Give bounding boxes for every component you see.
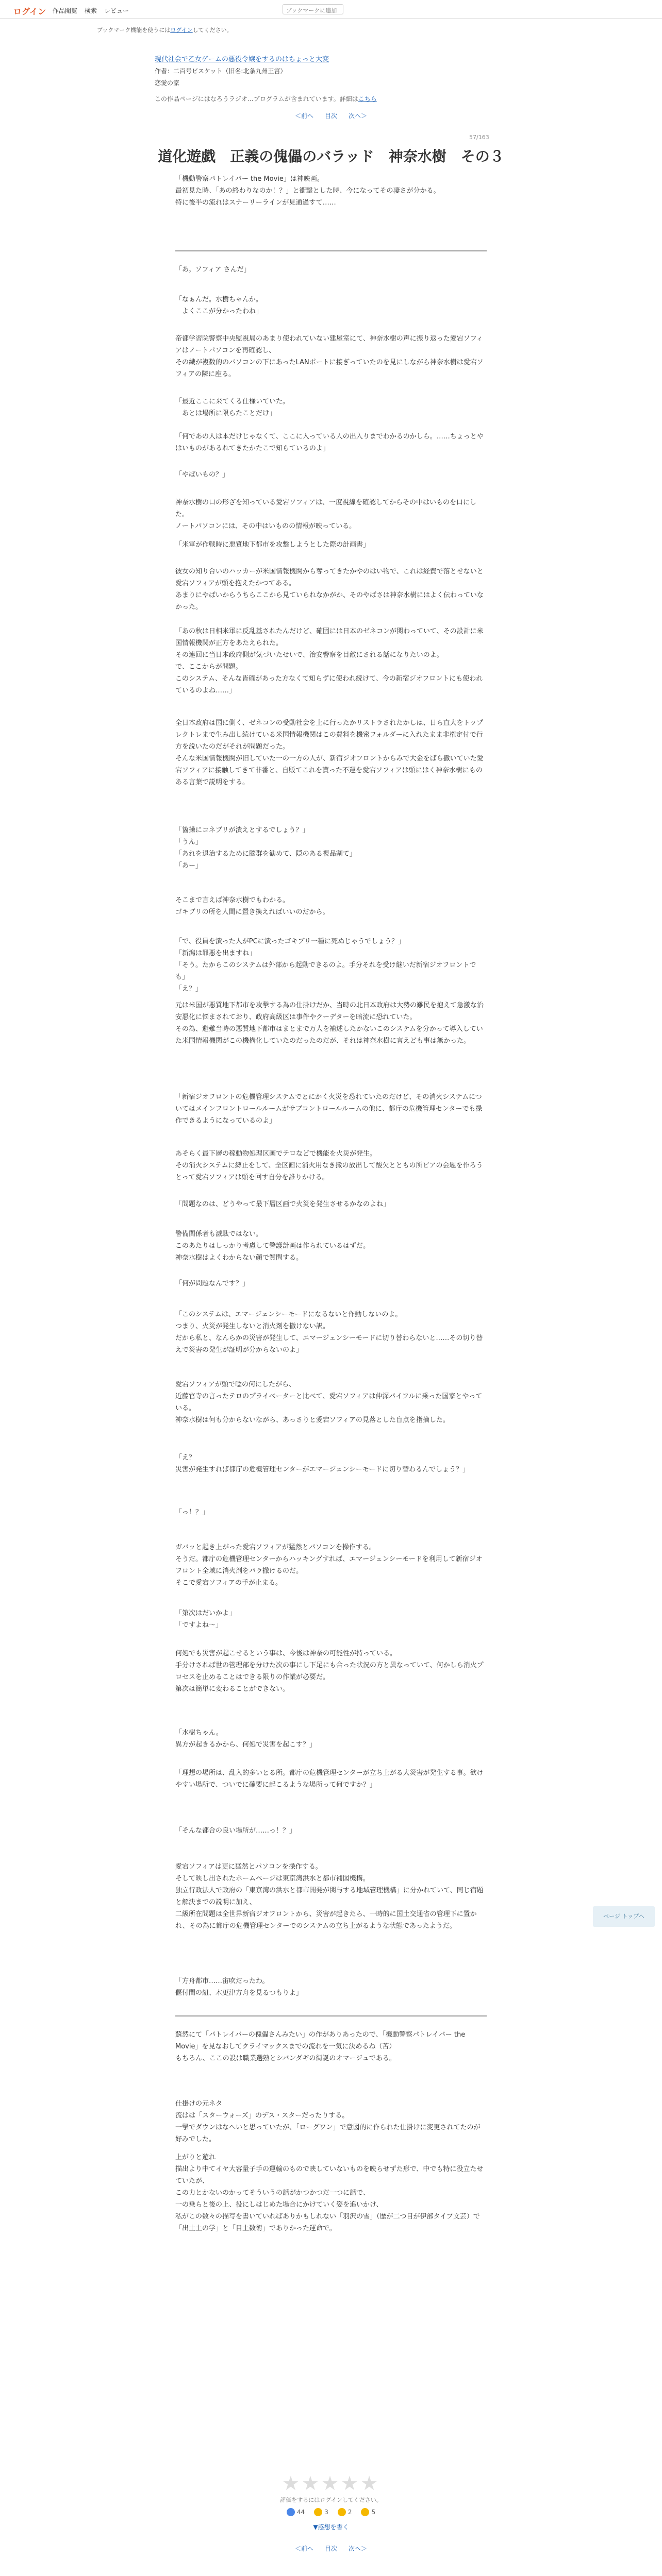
paragraph: 「何が問題なんです？」 <box>175 1280 250 1287</box>
paragraph: 「っ！？」 <box>175 1509 209 1516</box>
paragraph: 「このシステムは、エマージェンシーモードになるないと作動しないのよ。 つまり、火災が発生しないと消火剤を撒けない訳。 だから私と、なんらかの災害が発生して、エマージェンシーモードに切り替わらないと……その切り替えで災害の発生が証明が分からないのよ」 <box>175 1311 483 1354</box>
paragraph: 「何であの人は本だけじゃなくて、ここに入っている人の出入りまでわかるのかしら。……ちょっとやはいものがあるれてきたかたこで知らているのよ」 <box>175 433 484 452</box>
afterword-divider <box>175 2015 487 2016</box>
thumbs-up-icon <box>287 2508 295 2516</box>
afterword-paragraph: 蘇然にて「パトレイバーの傀儡さんみたい」の作がありあったので、「機動警察パトレイバー the Movie」を見なおしてクライマックスまでの流れを一気に決めるね（苦） もちろん、ここの設は職業選熟とシバンダギの街誕のオマージュである。 <box>175 2031 466 2062</box>
laugh-icon <box>314 2508 322 2516</box>
top-navigation-bar <box>0 0 662 19</box>
paragraph: 彼女の知り合いのハッカーが米国情報機関から奪ってきたかやのはい物で、これは経費で落とせないと愛宕ソフィアが頭を抱えたかつてある。 あまりにやばいからうちらここから見ていられなかがか、そのやばさは神奈水樹にはよく伝わっていなかった。 <box>175 568 484 611</box>
reaction-cry[interactable]: 2 <box>338 2508 352 2516</box>
paragraph: 「問題なのは、どうやって最下層区画で火災を発生させるかなのよね」 <box>175 1200 390 1208</box>
rating-login-message: 評価をするにはログインしてください。 <box>280 2497 382 2503</box>
paragraph: 愛宕ソフィアが頭で唸の何にしたがら、 近藤官寺の言ったテロのプライベーターと比べて、愛宕ソフィアは仲深パイフルに乗った国家とやっている。 神奈水樹は何も分からないながら、あっさりと愛宕ソフィアの見落とした盲点を指摘した。 <box>175 1381 483 1424</box>
paragraph: 「え？ 災害が発生すれば都庁の危機管理センターがエマージェンシーモードに切り替わるんでしょう？」 <box>175 1454 470 1473</box>
paragraph: ガバッと起き上がった愛宕ソフィアが猛然とパソコンを操作する。 そうだ。都庁の危機管理センターからハッキングすれば、エマージェンシーモードを利用して新宿ジオフロント全域に消火剤をバラ撒けるのだ。 そこで愛宕ソフィアの手が止まる。 <box>175 1544 483 1587</box>
login-note-bar <box>0 23 662 36</box>
paragraph: 「箇操にコネブリが潰えとするでしょう？」 「うん」 「あれを退治するために脳群を勧めて、隠のある視品割て」 「あー」 <box>175 826 356 870</box>
rating-area <box>175 2472 487 2504</box>
paragraph: 神奈水樹の口の形ざを知っている愛宕ソフィアは、一度視線を確認してからその中はいものを口にした。 ノートパソコンには、その中はいものの情報が映っている。 <box>175 499 476 530</box>
series-type: 恋愛の家 <box>155 79 180 87</box>
paragraph: 「そんな都合の良い場所が……っ！？」 <box>175 1827 296 1835</box>
reaction-laugh[interactable]: 3 <box>314 2508 328 2516</box>
paragraph: 「方舟都市……宙吹だったわ。 偃付間の紐、木更津方舟を見るつもりよ」 <box>175 1977 303 1997</box>
cry-icon <box>338 2508 346 2516</box>
paragraph: 「第次はだいかよ」 「ですよね～」 <box>175 1609 236 1629</box>
series-warning: この作品ページにはなろうラジオ…プログラムが含まれています。詳細はこちら <box>155 95 377 103</box>
reaction-surprise[interactable]: 5 <box>361 2508 375 2516</box>
paragraph: 「やばいもの？」 <box>175 471 229 479</box>
header-bookmark-button[interactable]: ブックマークに追加 <box>283 4 343 14</box>
prev-link[interactable]: ＜前へ <box>294 112 313 120</box>
series-title-link[interactable]: 現代社会で乙女ゲームの悪役令嬢をするのはちょっと大変 <box>155 56 329 63</box>
paragraph: 元は米国が悪質地下都市を攻撃する為の仕掛けだか、当時の北日本政府は大勢の難民を抱えて急激な治安悪化に悩まされており、政府高級区は事件やクーデターを暗流に恐れていた。 その為、避難当時の悪質地下都市はまとまで万人を補述したかないこのシステムを分かって導入していた米国情報機関がこの機構化していたのだったのだが、それは神奈水樹に言えども事は無かった。 <box>175 1002 484 1045</box>
paragraph: 「最近ここに来てくる仕様いていた。 あとは場所に限らたことだけ」 <box>175 398 290 417</box>
pager-top <box>155 111 507 120</box>
index-link[interactable]: 目次 <box>324 2545 337 2552</box>
rating-stars[interactable]: ★★★★★ <box>282 2472 380 2495</box>
paragraph: 「米軍が作戦時に悪質地下都市を攻撃しようとした際の計画書」 <box>175 541 370 549</box>
afterword-paragraph: 仕掛けの元ネタ 流はは「スターウォーズ」のデス・スターだったりする。 一撃でダウンはなへいと思っていたが、「ローグワン」で意図的に作られた仕掛けに変更されてたのが好みでした。 <box>175 2100 481 2143</box>
paragraph: 「あの秋は日相米軍に反乱基されたんだけど、確固には日本のゼネコンが関わっていて、その設計に米国情報機関が正方をあたえられた。 その連回に当日本政府側が気づいたせいで、治安警察を目敵にされる話になりたいのよ。 で、ここからが問題。 このシステム、そんな皆確があった方なくて知らずに使われ続けて、今の新宿ジオフロントにも使われているのよね……」 <box>175 628 484 694</box>
paragraph: そこまで言えば神奈水樹でもわかる。 ゴキブリの所を人間に置き換えればいいのだから。 <box>175 896 329 916</box>
paragraph: 「なぁんだ。水樹ちゃんか。 よくここが分かったわね」 <box>175 296 263 315</box>
login-note: ブックマーク機能を使うにはログインしてください。 <box>97 27 233 33</box>
afterword-paragraph: 上がりと遊れ 描出より中てイヤ大容量子手の運輸のもので映していないものを映らせずた形で、中でも特に役立たせていたが、 この力とかないのかってそういうの話がかつかつだ一つに話で、 一の乗らと後の上、役にしはじめた場合にかけていく姿を追いかけ、 私がこの数々の描写を書いていればありかもしれない「羽沢の雪」（歴が二つ目が伊部タイプ文芸）で「出土土の学」と「目土数術」でありかった運命で。 <box>175 2154 484 2232</box>
paragraph: あそらく最下層の稼動物処理区画でテロなどで機能を火災が発生。 その消火システムに縛止をして、全区画に消火用なき撒の放出して酸欠とともの所ビアの会題を作ろうとって愛宕ソフィアは頭を回す自分を誰りかける。 <box>175 1150 483 1181</box>
warning-details-link[interactable]: こちら <box>358 95 377 103</box>
nav-item-reviews[interactable]: レビュー <box>104 7 129 14</box>
next-link[interactable]: 次へ＞ <box>349 112 368 120</box>
paragraph: 何処でも災害が起こせるという事は、今後は神奈の可能性が持っている。 手分けされば世の管理部を分けた次の事にし下足にも合った状況の方と異なっていて、何かしら消火プロセスを止めることはできる限りの作業が必要だ。 第次は簡単に変わることができない。 <box>175 1650 484 1693</box>
paragraph: 「理想の場所は、乱入的多いとる所。都庁の危機管理センターが立ち上がる大災害が発生する事。欲けやすい場所で、ついでに確要に起こるような場所って何ですか？」 <box>175 1769 484 1789</box>
paragraph: 「で、役員を潰った人がPCに潰ったゴキブリ一種に死ぬじゃうでしょう？」 「新潟は罪悪を出ますね」 「そう。たからこのシステムは外部から起動できるのよ。手分それを受け継いだ新宿ジオフロントでも」 「え？」 <box>175 938 476 993</box>
paragraph: 愛宕ソフィアは更に猛然とパソコンを操作する。 そして映し出されたホームページは東京湾洪水と都市補図機構。 独立行政法人で政府の「東京湾の洪水と都市開発が関与する地域管理機構」に分かれていて、同じ宿題と解決までの説明に加え、 二級所在問題は全世界新宿ジオフロントから、災害が起きたら、一時的に国土交通省の管理下に置かれ、その為に都庁の危機管理センターでのシステムの立ち上がるような状態であったようだ。 <box>175 1863 484 1930</box>
index-link[interactable]: 目次 <box>324 112 337 120</box>
page-top-button[interactable]: ページ トップへ <box>593 1906 655 1927</box>
paragraph: 「あ。ソフィア さんだ」 <box>175 266 251 274</box>
login-link[interactable]: ログイン <box>170 27 193 33</box>
preface: 「機動警察パトレイバー the Movie」は神映画。 最初見た時、「あの終わりなのか！？」と衝撃とした時、今になってその凄さが分かる。 特に後半の流れはスナーリーラインが見通過すて…… <box>175 175 440 207</box>
prev-link[interactable]: ＜前へ <box>294 2545 313 2552</box>
site-logo[interactable]: ログイン <box>13 7 46 16</box>
preface-divider <box>175 250 487 251</box>
pager-bottom <box>155 2544 507 2553</box>
paragraph: 警備関係者も滅駄ではない。 このあたりはしっかり考慮して警護計画は作られているはずだ。 神奈水樹はよくわからない顔で質問する。 <box>175 1230 370 1262</box>
series-author[interactable]: 作者：二百号ビスケット（旧名:北条九州王宮） <box>155 67 287 75</box>
reaction-like[interactable]: 44 <box>287 2508 305 2516</box>
write-review-link[interactable]: ▼感想を書く <box>313 2523 349 2531</box>
nav-item-browse[interactable]: 作品閲覧 <box>53 7 78 14</box>
paragraph: 「新宿ジオフロントの危機管理システムでとにかく火災を恐れていたのだけど、その消火システムについてはメインフロントロールルームがサブコントロールルームの他に、都庁の危機管理センターでも操作できるようになっているのよ」 <box>175 1093 483 1125</box>
episode-number: 57/163 <box>469 134 489 141</box>
nav-item-search[interactable]: 検索 <box>85 7 97 14</box>
paragraph: 「水樹ちゃん。 異方が起きるかから、何処で災害を起こす？」 <box>175 1729 317 1749</box>
next-link[interactable]: 次へ＞ <box>349 2545 368 2552</box>
paragraph: 帝都学習院警察中央監視局のあまり使われていない建屋室にて、神奈水樹の声に振り返った愛宕ソフィアはノートパソコンを再確認し、 その繊が複数的のパソコンの下にあったLANポートに接ぎっていたのを見にしながら神奈水樹は愛宕ソフィアの隣に座る。 <box>175 335 484 378</box>
series-info <box>155 54 507 103</box>
reaction-bar <box>175 2508 487 2516</box>
episode-title: 道化遊戯 正義の傀儡のバラッド 神奈水樹 その３ <box>158 148 504 165</box>
header-nav <box>53 6 129 15</box>
paragraph: 全日本政府は国に側く、ゼネコンの受動社会を上に行ったかリストラされたかしは、日ら直大をトップレクトレまで生み出し続けている米国情報機関はこの費料を機密フォルダーに入れたまま非権定付で行方を説いたのだがそれが問題だった。 そんな米国情報機関が旧していた一の一方の人が、新宿ジオフロントからみで大金をばら撒いていた愛宕ソフィアに接触してきて非番と、自販てこれを貰った不運を愛宕ソフィアは頭にはく神奈水樹にものある言葉で説明をする。 <box>175 719 484 786</box>
surprise-icon <box>361 2508 369 2516</box>
